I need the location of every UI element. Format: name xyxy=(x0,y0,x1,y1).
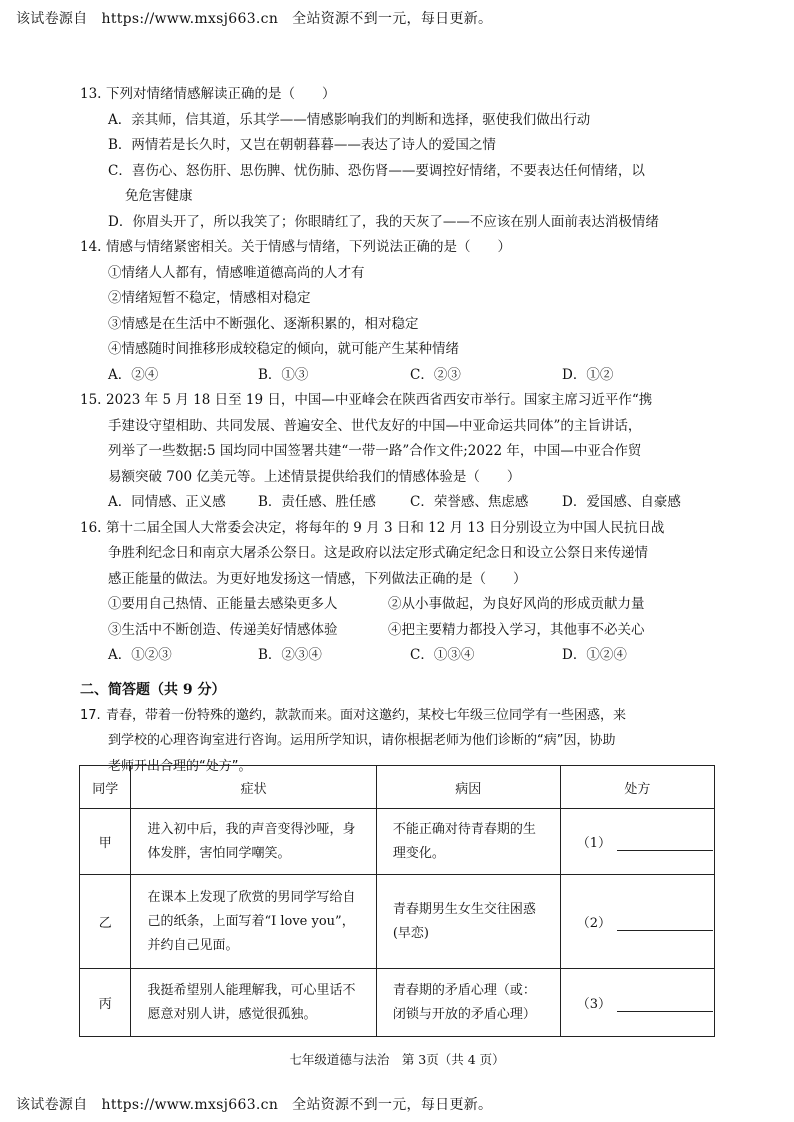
option-a: A．②④ xyxy=(108,366,159,383)
question-stem: 2023 年 5 月 18 日至 19 日，中国—中亚峰会在陕西省西安市举行。国家主席习近平作“携 xyxy=(106,392,653,408)
symptom-cell: 在课本上发现了欣赏的男同学写给自己的纸条，上面写着“I love you”，并约自己见面。 xyxy=(131,875,376,969)
question-number: 16. xyxy=(80,519,102,536)
question-stem: 青春，带着一份特殊的邀约，款款而来。面对这邀约，某校七年级三位同学有一些困惑，来 xyxy=(106,707,627,723)
statement-4: ④情感随时间推移形成较稳定的倾向，就可能产生某种情绪 xyxy=(108,341,459,357)
question-stem-line: 感正能量的做法。为更好地发扬这一情感，下列做法正确的是（ ） xyxy=(108,570,527,587)
question-stem-line: 老师开出合理的“处方”。 xyxy=(108,758,252,774)
section-title: 二、简答题（共 9 分） xyxy=(80,681,226,698)
symptom-cell: 我挺希望别人能理解我，可心里话不愿意对别人讲，感觉很孤独。 xyxy=(131,969,376,1037)
answer-blank[interactable] xyxy=(617,836,713,851)
question-16 xyxy=(80,516,720,669)
question-content xyxy=(80,82,720,779)
column-header-prescription: 处方 xyxy=(560,766,714,809)
question-15 xyxy=(80,388,720,516)
student-cell: 乙 xyxy=(80,875,131,969)
option-c: C．②③ xyxy=(410,366,461,383)
banner-url[interactable]: https://www.mxsj663.cn xyxy=(101,11,279,27)
option-b: B．责任感、胜任感 xyxy=(258,494,376,510)
option-c-continued: 免危害健康 xyxy=(125,188,193,204)
option-b: B．②③④ xyxy=(258,647,322,663)
cause-cell: 青春期男生女生交往困惑(早恋) xyxy=(376,875,560,969)
option-d: D．爱国感、自豪感 xyxy=(562,494,681,510)
answer-label: （1） xyxy=(576,836,611,851)
question-stem: 第十二届全国人大常委会决定，将每年的 9 月 3 日和 12 月 13 日分别设立为中国人民抗日战 xyxy=(106,519,665,536)
statement-1: ①情绪人人都有，情感唯道德高尚的人才有 xyxy=(108,264,365,281)
statement-2: ②从小事做起，为良好风尚的形成贡献力量 xyxy=(388,596,645,612)
banner-source: 该试卷源自 xyxy=(16,11,88,27)
table-header-row xyxy=(80,766,715,809)
banner-url[interactable]: https://www.mxsj663.cn xyxy=(101,1097,279,1113)
question-stem-line: 列举了一些数据:5 国均同中国签署共建“一带一路”合作文件;2022 年，中国—中亚合作贸 xyxy=(108,443,642,459)
table-row xyxy=(80,875,715,969)
option-d: D．①② xyxy=(562,366,614,383)
question-number: 17. xyxy=(80,707,101,723)
question-stem-line: 易额突破 700 亿美元等。上述情景提供给我们的情感体验是（ ） xyxy=(108,468,521,485)
question-13 xyxy=(80,82,720,235)
question-stem-line: 争胜利纪念日和南京大屠杀公祭日。这是政府以法定形式确定纪念日和设立公祭日来传递情 xyxy=(108,545,648,561)
question-stem: 情感与情绪紧密相关。关于情感与情绪，下列说法正确的是（ ） xyxy=(106,239,511,255)
statement-3: ③情感是在生活中不断强化、逐渐积累的，相对稳定 xyxy=(108,315,419,332)
option-a: A．同情感、正义感 xyxy=(108,494,226,510)
column-header-cause: 病因 xyxy=(376,766,560,809)
student-cell: 甲 xyxy=(80,809,131,875)
diagnosis-table xyxy=(79,765,715,1037)
symptom-cell: 进入初中后，我的声音变得沙哑，身体发胖，害怕同学嘲笑。 xyxy=(131,809,376,875)
table-row xyxy=(80,969,715,1037)
question-14 xyxy=(80,235,720,388)
question-stem-line: 到学校的心理咨询室进行咨询。运用所学知识，请你根据老师为他们诊断的“病”因，协助 xyxy=(108,733,616,748)
question-stem-line: 手建设守望相助、共同发展、普遍安全、世代友好的中国—中亚命运共同体”的主旨讲话， xyxy=(108,417,642,434)
table-row xyxy=(80,809,715,875)
option-b: B．①③ xyxy=(258,366,309,383)
bottom-banner xyxy=(16,1094,492,1114)
option-c: C．荣誉感、焦虑感 xyxy=(410,494,529,510)
statement-2: ②情绪短暂不稳定，情感相对稳定 xyxy=(108,290,311,306)
answer-cell xyxy=(560,969,714,1037)
answer-cell xyxy=(560,809,714,875)
question-number: 13. xyxy=(80,86,102,102)
cause-cell: 青春期的矛盾心理（或：闭锁与开放的矛盾心理） xyxy=(376,969,560,1037)
cause-cell: 不能正确对待青春期的生理变化。 xyxy=(376,809,560,875)
banner-source: 该试卷源自 xyxy=(16,1097,88,1113)
statement-3: ③生活中不断创造、传递美好情感体验 xyxy=(108,621,338,638)
option-c: C．①③④ xyxy=(410,647,475,663)
option-d: D．①②④ xyxy=(562,647,627,663)
column-header-student: 同学 xyxy=(80,766,131,809)
answer-blank[interactable] xyxy=(617,997,713,1012)
option-c: C．喜伤心、怒伤肝、思伤脾、忧伤肺、恐伤肾——要调控好情绪，不要表达任何情绪，以 xyxy=(108,162,645,179)
column-header-symptom: 症状 xyxy=(131,766,376,809)
option-a: A．①②③ xyxy=(108,647,172,663)
option-a: A．亲其师，信其道，乐其学——情感影响我们的判断和选择，驱使我们做出行动 xyxy=(108,111,591,128)
student-cell: 丙 xyxy=(80,969,131,1037)
question-number: 15. xyxy=(80,392,102,408)
top-banner xyxy=(16,8,492,28)
answer-cell xyxy=(560,875,714,969)
answer-label: （3） xyxy=(576,997,611,1012)
option-d: D．你眉头开了，所以我笑了；你眼睛红了，我的天灰了——不应该在别人面前表达消极情绪 xyxy=(108,213,659,230)
option-b: B．两情若是长久时，又岂在朝朝暮暮——表达了诗人的爱国之情 xyxy=(108,137,496,153)
answer-blank[interactable] xyxy=(617,916,713,931)
page-footer: 七年级道德与法治 第 3页（共 4 页） xyxy=(289,1052,505,1067)
statement-4: ④把主要精力都投入学习，其他事不必关心 xyxy=(388,621,645,638)
banner-slogan: 全站资源不到一元，每日更新。 xyxy=(292,1097,493,1113)
statement-1: ①要用自己热情、正能量去感染更多人 xyxy=(108,596,338,612)
question-number: 14. xyxy=(80,239,102,255)
question-stem: 下列对情绪情感解读正确的是（ ） xyxy=(106,86,336,102)
banner-slogan: 全站资源不到一元，每日更新。 xyxy=(292,11,493,27)
answer-label: （2） xyxy=(576,916,611,931)
